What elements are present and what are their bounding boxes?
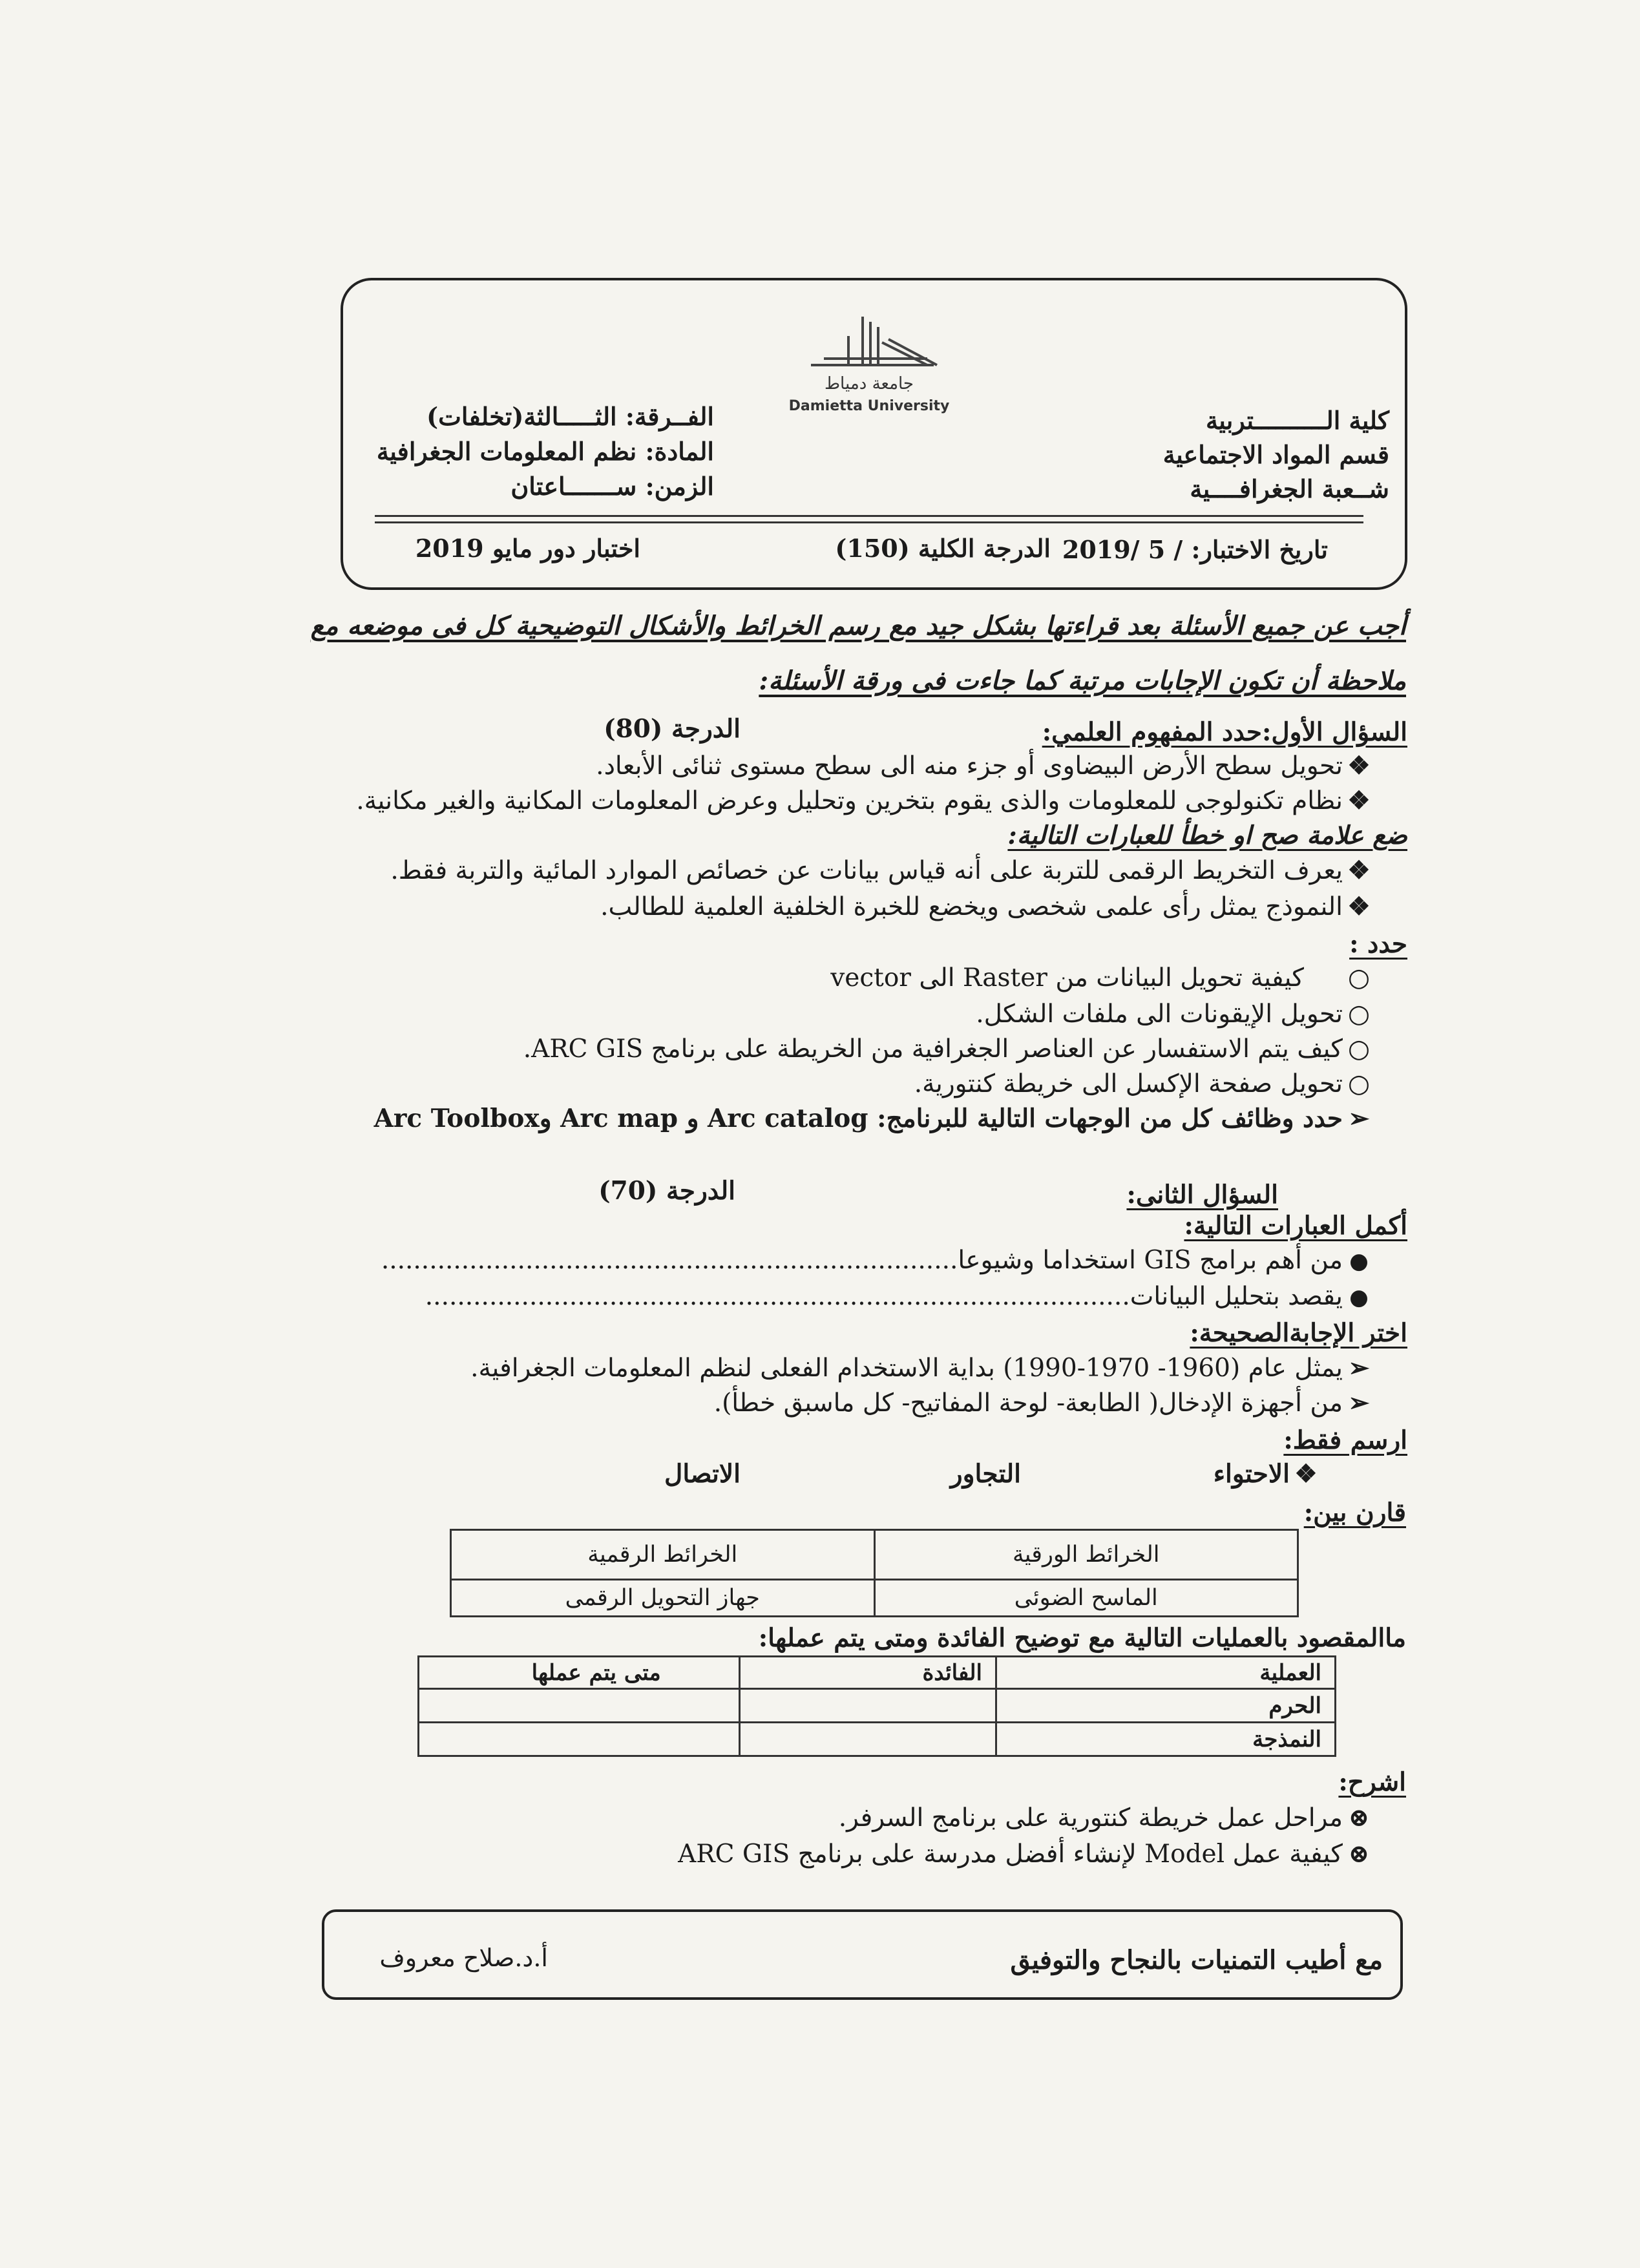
ring-bullet-icon: ● [1349, 1248, 1369, 1274]
q2-choose-title: اختر الإجابةالصحيحة: [1190, 1318, 1407, 1348]
instructions-line-1: أجب عن جميع الأسئلة بعد قراءتها بشكل جيد مع رسم الخرائط والأشكال التوضيحية كل فى موضعه مع [310, 611, 1406, 641]
table-row [451, 1530, 1298, 1580]
table-cell: النمذجة [996, 1723, 1335, 1756]
q1-define-item: ❖تحويل سطح الأرض البيضاوى أو جزء منه الى سطح مستوى ثنائى الأبعاد. [596, 751, 1375, 781]
logo-english-name: Damietta University [788, 398, 950, 414]
q1-hadd-item: ○كيفية تحويل البيانات من Raster الى vector [830, 963, 1375, 992]
q2-draw-item: الاتصال [664, 1459, 741, 1489]
circled-x-bullet-icon: ⊗ [1348, 1839, 1370, 1869]
q1-define-item: ❖نظام تكنولوجى للمعلومات والذى يقوم بتخرين وتحليل وعرض المعلومات المكانية والغير مكانية. [356, 786, 1375, 815]
diamond-bullet-icon: ❖ [1294, 1459, 1318, 1489]
table-cell [739, 1689, 996, 1723]
table-header-cell: متى يتم عملها [419, 1657, 740, 1689]
operations-table [417, 1655, 1336, 1757]
q1-define-title: حدد : [1349, 929, 1407, 959]
q2-title: السؤال الثانى: [1126, 1180, 1278, 1210]
table-row [451, 1580, 1298, 1617]
q2-operations-title: ماالمقصود بالعمليات التالية مع توضيح الفائدة ومتى يتم عملها: [758, 1623, 1406, 1653]
q2-draw-item: التجاور [950, 1459, 1021, 1489]
compare-table [450, 1529, 1299, 1617]
instructions-line-2: ملاحظة أن تكون الإجابات مرتبة كما جاءت فى ورقة الأسئلة: [759, 666, 1406, 696]
table-row [419, 1723, 1336, 1756]
table-cell: الخرائط الرقمية [451, 1530, 875, 1580]
q1-tf-item: ❖يعرف التخريط الرقمى للتربة على أنه قياس بيانات عن خصائص الموارد المائية والتربة فقط. [390, 856, 1375, 885]
diamond-bullet-icon: ❖ [1347, 786, 1371, 815]
q2-explain-item: ⊗مراحل عمل خريطة كنتورية على برنامج السرفر. [839, 1803, 1375, 1832]
q2-explain-item: ⊗كيفية عمل Model لإنشاء أفضل مدرسة على برنامج ARC GIS [678, 1839, 1375, 1869]
faculty-label: كلية الــــــــــتربية [1205, 406, 1389, 435]
q2-complete-item: ●يقصد بتحليل البيانات........................................................................................ [425, 1282, 1375, 1311]
arrow-bullet-icon: ➢ [1348, 1353, 1370, 1383]
footer-wishes: مع أطيب التمنيات بالنجاح والتوفيق [1010, 1945, 1383, 1975]
total-grade-label: الدرجة الكلية (150) [835, 534, 1051, 563]
q1-hadd-item: ○تحويل صفحة الإكسل الى خريطة كنتورية. [914, 1069, 1375, 1098]
hollow-circle-bullet-icon: ○ [1347, 999, 1371, 1029]
table-cell [739, 1723, 996, 1756]
q1-true-false-title: ضع علامة صح او خطأ للعبارات التالية: [1007, 821, 1407, 850]
q1-hadd-item: ○كيف يتم الاستفسار عن العناصر الجغرافية من الخريطة على برنامج ARC GIS. [523, 1034, 1375, 1064]
subject-label: المادة: نظم المعلومات الجغرافية [376, 437, 714, 466]
q2-grade: الدرجة (70) [598, 1176, 735, 1206]
q2-explain-title: اشرح: [1338, 1767, 1406, 1797]
q2-choose-item: ➢يمثل عام (1960- 1970-1990) بداية الاستخدام الفعلى لنظم المعلومات الجغرافية. [470, 1353, 1375, 1383]
ring-bullet-icon: ● [1349, 1285, 1369, 1310]
arrow-bullet-icon: ➢ [1348, 1388, 1370, 1418]
q1-tf-item: ❖النموذج يمثل رأى علمى شخصى ويخضع للخبرة الخلفية العلمية للطالب. [600, 892, 1375, 921]
q2-draw-item: ❖الاحتواء [1214, 1459, 1322, 1489]
arrow-bullet-icon: ➢ [1348, 1104, 1370, 1133]
table-cell: الماسح الضوئى [874, 1580, 1298, 1617]
exam-date-label: تاريخ الاختبار: / 5 /2019 [1062, 535, 1328, 564]
diamond-bullet-icon: ❖ [1347, 892, 1371, 921]
circled-x-bullet-icon: ⊗ [1348, 1803, 1370, 1832]
hollow-circle-bullet-icon: ○ [1347, 1034, 1371, 1064]
division-label: شــعبة الجغرافــــية [1190, 474, 1389, 503]
table-row [419, 1689, 1336, 1723]
q2-draw-title: ارسم فقط: [1283, 1425, 1407, 1455]
header-divider [375, 521, 1363, 523]
footer-signature: أ.د.صلاح معروف [379, 1944, 548, 1972]
q2-complete-title: أكمل العبارات التالية: [1184, 1211, 1407, 1241]
diamond-bullet-icon: ❖ [1347, 751, 1371, 781]
q1-grade: الدرجة (80) [604, 714, 741, 744]
q2-choose-item: ➢من أجهزة الإدخال( الطابعة- لوحة المفاتيح- كل ماسبق خطأ). [714, 1388, 1375, 1418]
table-cell: الحرم [996, 1689, 1335, 1723]
duration-label: الزمن: ســـــــاعتان [510, 472, 714, 501]
table-header-cell: العملية [996, 1657, 1335, 1689]
table-header-cell: الفائدة [739, 1657, 996, 1689]
exam-session-label: اختبار دور مايو 2019 [415, 534, 640, 563]
q2-compare-title: قارن بين: [1303, 1498, 1406, 1528]
table-row [419, 1657, 1336, 1689]
table-cell: جهاز التحويل الرقمى [451, 1580, 875, 1617]
q2-complete-item: ●من أهم برامج GIS استخداما وشيوعا........................................................................ [381, 1246, 1375, 1275]
hollow-circle-bullet-icon: ○ [1347, 1069, 1371, 1098]
table-cell: الخرائط الورقية [874, 1530, 1298, 1580]
table-cell [419, 1689, 740, 1723]
q1-hadd-item: ○تحويل الإيقونات الى ملفات الشكل. [976, 999, 1375, 1029]
table-cell [419, 1723, 740, 1756]
q1-functions-item: ➢حدد وظائف كل من الوجهات التالية للبرنامج: Arc catalog و Arc map وArc Toolbox [374, 1104, 1375, 1133]
q1-title: السؤال الأول:حدد المفهوم العلمي: [1042, 717, 1407, 747]
hollow-circle-bullet-icon: ○ [1347, 963, 1371, 992]
university-logo-icon [785, 304, 953, 420]
logo-arabic-name: جامعة دمياط [825, 374, 914, 394]
department-label: قسم المواد الاجتماعية [1162, 440, 1389, 469]
header-divider [375, 515, 1363, 517]
year-level-label: الفــرقة: الثـــــالثة(تخلفات) [426, 402, 714, 431]
diamond-bullet-icon: ❖ [1347, 856, 1371, 885]
